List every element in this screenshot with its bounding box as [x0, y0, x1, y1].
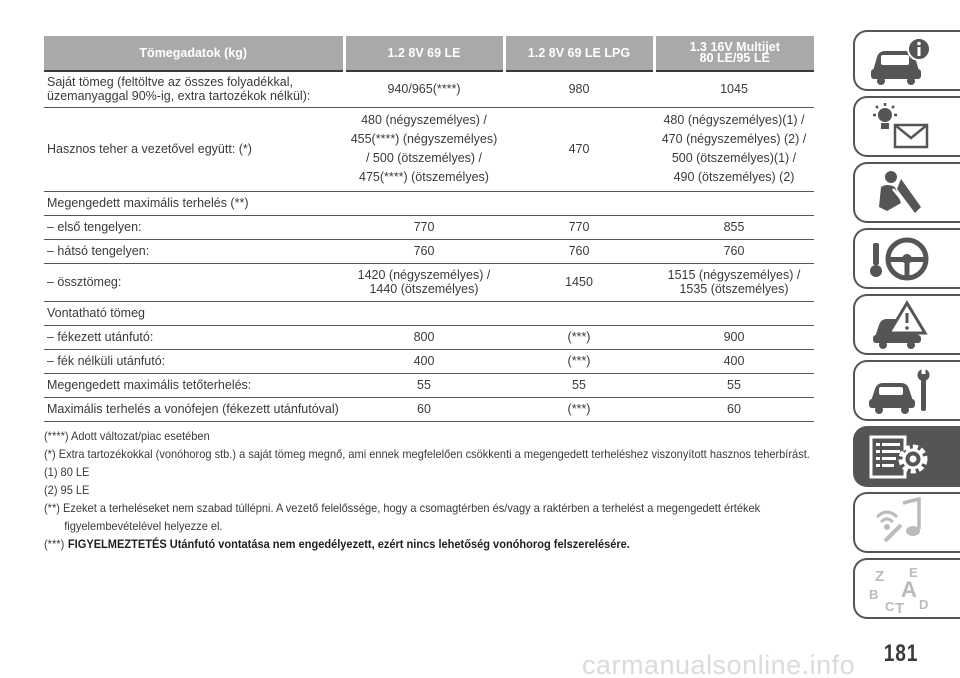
footnote-warning — [44, 535, 771, 553]
row-label: Saját tömeg (feltöltve az összes folyadékkal, üzemanyaggal 90%-ig, extra tartozékok nélkül): — [44, 71, 344, 107]
cell-value: 760 — [504, 239, 654, 263]
cell-value: 1515 (négyszemélyes) / 1535 (ötszemélyes) — [654, 263, 814, 301]
cell-value: 480 (négyszemélyes)(1) / 470 (négyszemélyes) (2) / 500 (ötszemélyes)(1) / 490 (ötszemélyes) (2) — [654, 107, 814, 191]
tab-starting-driving[interactable] — [853, 228, 960, 289]
cell-value: 855 — [654, 215, 814, 239]
cell-value: 60 — [654, 397, 814, 421]
footnote-95hp: (2) 95 LE — [44, 483, 90, 497]
cell-value: (***) — [504, 325, 654, 349]
tab-multimedia[interactable] — [853, 492, 960, 553]
row-label: Maximális terhelés a vonófejen (fékezett utánfutóval) — [44, 397, 344, 421]
header-engine-13-line2: 80 LE/95 LE — [699, 51, 770, 65]
page-number: 181 — [883, 640, 919, 667]
table-row-towable — [44, 301, 814, 325]
cell-value: 1450 — [504, 263, 654, 301]
row-label: Vontatható tömeg — [44, 301, 344, 325]
cell-value: 55 — [344, 373, 504, 397]
cell-value: 760 — [344, 239, 504, 263]
chapter-tabs — [853, 30, 960, 624]
watermark: carmanualsonline.info — [582, 650, 856, 678]
cell-value: (***) — [504, 397, 654, 421]
specifications-gear-icon — [867, 431, 933, 483]
cell-value: 980 — [504, 71, 654, 107]
tab-specifications[interactable] — [853, 426, 960, 487]
index-letter-d: D — [919, 596, 929, 612]
multimedia-icon — [867, 497, 933, 549]
cell-value: 760 — [654, 239, 814, 263]
row-label: – hátsó tengelyen: — [44, 239, 344, 263]
warning-lights-icon — [867, 101, 933, 153]
header-engine-13-line1: 1.3 16V Multijet — [689, 40, 780, 54]
tab-warning-lights[interactable] — [853, 96, 960, 157]
tab-emergency[interactable] — [853, 294, 960, 355]
table-row-rear-axle — [44, 239, 814, 263]
alphabetical-index-icon — [867, 563, 933, 615]
car-service-icon — [867, 365, 933, 417]
table-header-row — [44, 36, 814, 71]
cell-value: 470 — [504, 107, 654, 191]
cell-value: 60 — [344, 397, 504, 421]
car-info-icon — [867, 35, 933, 87]
cell-value: (***) — [504, 349, 654, 373]
cell-value: 900 — [654, 325, 814, 349]
cell-value: 55 — [654, 373, 814, 397]
warning-mark: (***) — [44, 537, 65, 551]
table-row-hitch-load — [44, 397, 814, 421]
footnotes — [44, 427, 810, 553]
footnote-80hp: (1) 80 LE — [44, 465, 90, 479]
steering-wheel-icon — [867, 233, 933, 285]
cell-value: 1420 (négyszemélyes) / 1440 (ötszemélyes) — [344, 263, 504, 301]
airbag-seat-icon — [867, 167, 933, 219]
cell-value: 55 — [504, 373, 654, 397]
header-engine-12-8v: 1.2 8V 69 LE — [344, 36, 504, 71]
header-mass-data: Tömegadatok (kg) — [44, 36, 344, 71]
cell-value: 770 — [344, 215, 504, 239]
tab-car-info[interactable] — [853, 30, 960, 91]
table-row-unbraked-trailer — [44, 349, 814, 373]
tab-maintenance[interactable] — [853, 360, 960, 421]
tab-index[interactable] — [853, 558, 960, 619]
table-row-payload — [44, 107, 814, 191]
warning-text: FIGYELMEZTETÉS Utánfutó vontatása nem engedélyezett, ezért nincs lehetőség vonóhorog felszerelésére. — [67, 537, 630, 551]
cell-value: 770 — [504, 215, 654, 239]
footnote-load-limits-cont: figyelembevételével helyezze el. — [64, 519, 223, 533]
footnote-accessories: (*) Extra tartozékokkal (vonóhorog stb.) a saját tömeg megnő, ami ennek megfelelően csökkenti a megengedett terheléshez viszonyított hasznos teherbírást. — [44, 447, 810, 461]
cell-value: 400 — [654, 349, 814, 373]
index-letter-c: C — [885, 598, 895, 614]
header-engine-13-multijet — [654, 36, 814, 71]
header-engine-12-8v-lpg: 1.2 8V 69 LE LPG — [504, 36, 654, 71]
table-row-max-load — [44, 191, 814, 215]
cell-value: 1045 — [654, 71, 814, 107]
cell-value: 400 — [344, 349, 504, 373]
row-label: Megengedett maximális terhelés (**) — [44, 191, 344, 215]
row-label: Hasznos teher a vezetővel együtt: (*) — [44, 107, 344, 191]
mass-data-table — [44, 36, 814, 422]
footnote-load-limits: (**) Ezeket a terheléseket nem szabad túllépni. A vezető felelőssége, hogy a csomagtérben és/vagy a raktérben a terhelést a megengedett értékek — [44, 501, 761, 515]
index-letter-z: Z — [875, 567, 885, 585]
row-label: Megengedett maximális tetőterhelés: — [44, 373, 344, 397]
table-row-front-axle — [44, 215, 814, 239]
table-row-roof-load — [44, 373, 814, 397]
cell-value: 940/965(****) — [344, 71, 504, 107]
index-letter-a: A — [901, 576, 917, 602]
table-row-total — [44, 263, 814, 301]
table-row-own-mass — [44, 71, 814, 107]
index-letter-t: T — [895, 599, 905, 615]
cell-value: 480 (négyszemélyes) / 455(****) (négyszemélyes) / 500 (ötszemélyes) / 475(****) (ötszemélyes) — [344, 107, 504, 191]
row-label: – fék nélküli utánfutó: — [44, 349, 344, 373]
row-label: – össztömeg: — [44, 263, 344, 301]
table-row-braked-trailer — [44, 325, 814, 349]
row-label: – fékezett utánfutó: — [44, 325, 344, 349]
footnote-variant: (****) Adott változat/piac esetében — [44, 429, 210, 443]
index-letter-e: E — [909, 564, 918, 580]
tab-safety[interactable] — [853, 162, 960, 223]
row-label: – első tengelyen: — [44, 215, 344, 239]
car-crash-icon — [867, 299, 933, 351]
cell-value: 800 — [344, 325, 504, 349]
index-letter-b: B — [869, 586, 879, 602]
